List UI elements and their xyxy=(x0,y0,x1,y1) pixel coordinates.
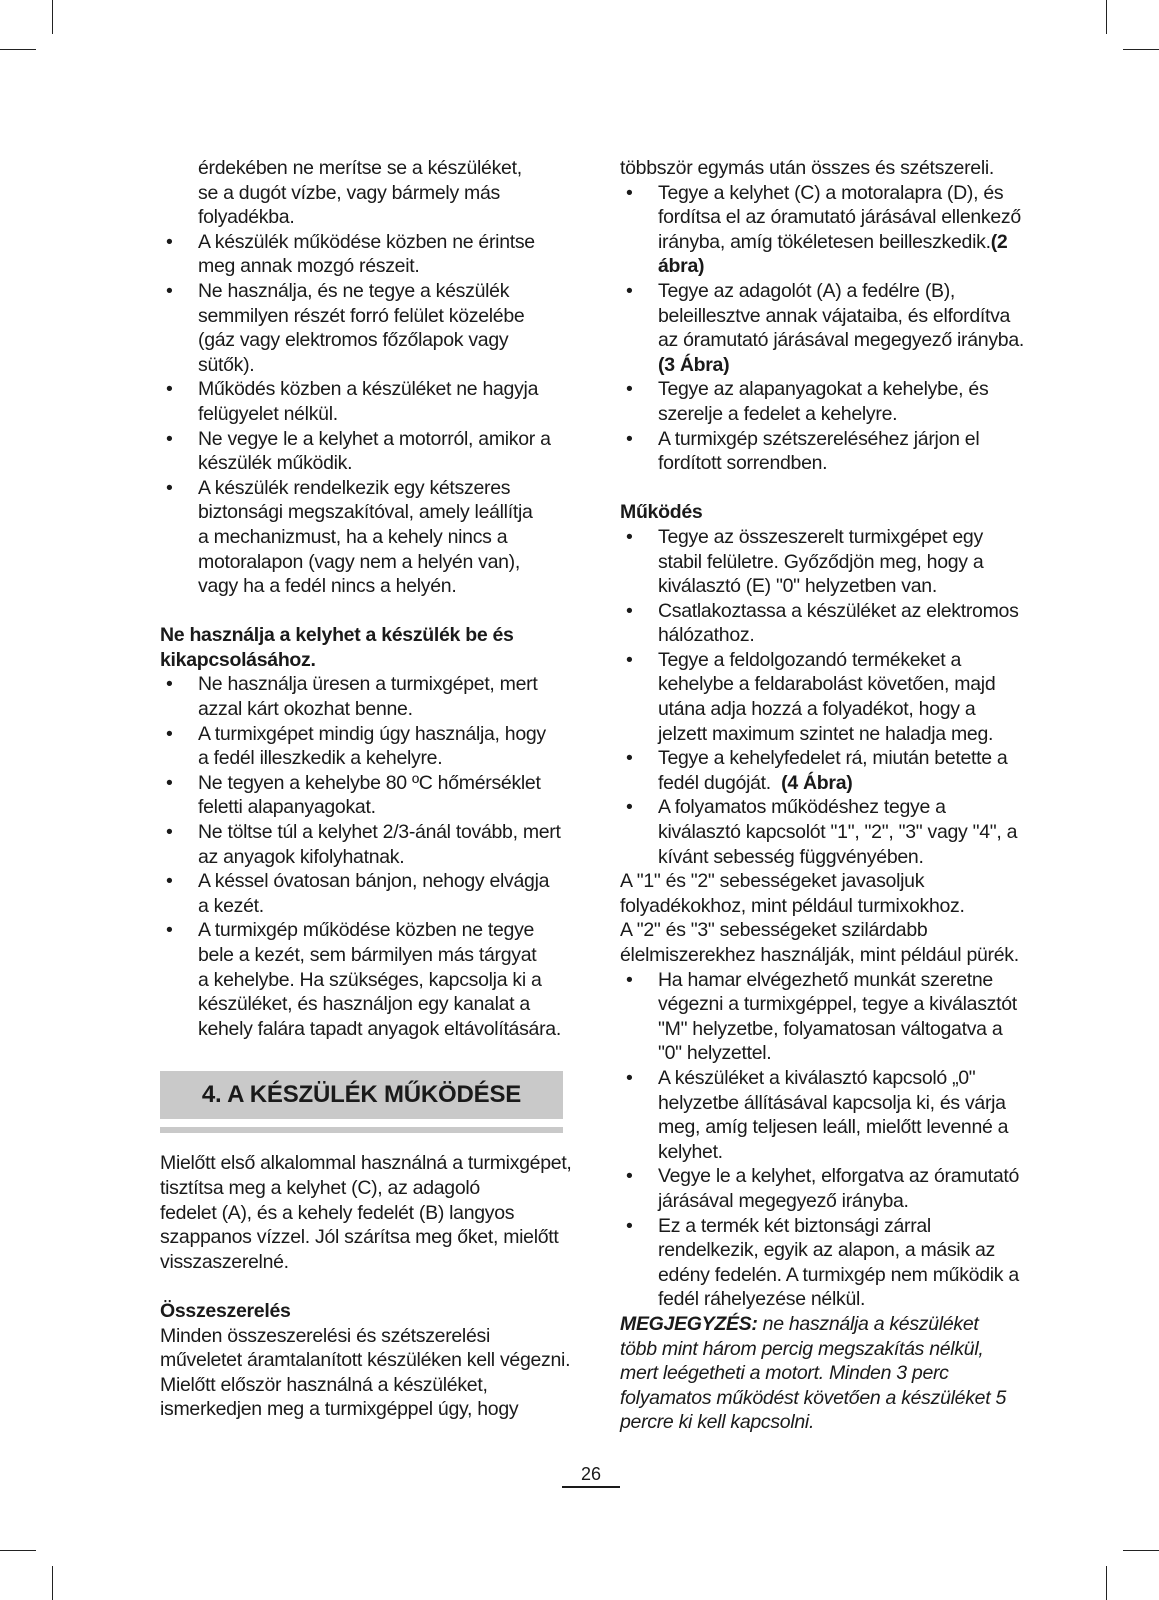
spacer xyxy=(160,1274,580,1299)
list-item: • Tegye a feldolgozandó termékeket a kehelybe a feldarabolást követően, majd utána adja hozzá a folyadékot, hogy a jelzett maximum szintet ne haladja meg. xyxy=(620,648,1035,746)
speed-notes: A "1" és "2" sebességeket javasoljuk folyadékokhoz, mint például turmixokhoz. A "2" és "3" sebességeket szilárdabb élelmiszerekhez használják, mint például pürék. xyxy=(620,870,1019,966)
list-item: • A turmixgép működése közben ne tegye bele a kezét, sem bármilyen más tárgyat a kehelybe. Ha szükséges, kapcsolja ki a készüléket, és használjon egy kanalat a kehely falára tapadt anyagok eltávolítására. xyxy=(160,918,580,1041)
right-column xyxy=(620,156,1035,1435)
list-item: • A turmixgép szétszereléséhez járjon el fordított sorrendben. xyxy=(620,427,1035,476)
list-item: • Tegye az összeszerelt turmixgépet egy stabil felületre. Győződjön meg, hogy a kiválasztó (E) "0" helyzetben van. xyxy=(620,525,1035,599)
crop-mark-top-right-horizontal xyxy=(1123,49,1159,50)
list-item: • Vegye le a kelyhet, elforgatva az óramutató járásával megegyező irányba. xyxy=(620,1164,1035,1213)
safety-bullet-list xyxy=(160,230,580,599)
jug-warning-heading: Ne használja a kelyhet a készülék be és kikapcsolásához. xyxy=(160,624,514,671)
operation-bullet-list xyxy=(620,525,1035,869)
assembly-bullet-list xyxy=(620,181,1035,476)
note-label: MEGJEGYZÉS: xyxy=(620,1312,758,1335)
spacer xyxy=(620,476,1035,501)
spacer xyxy=(160,599,580,624)
operation-heading: Működés xyxy=(620,501,703,524)
list-item: • A turmixgépet mindig úgy használja, hogy a fedél illeszkedik a kehelyre. xyxy=(160,722,580,771)
crop-mark-bottom-left-horizontal xyxy=(0,1550,36,1551)
assembly-text: Minden összeszerelési és szétszerelési műveletet áramtalanított készüléken kell végezni. Mielőtt először használná a készüléket, ismerkedjen meg a turmixgéppel úgy, hogy xyxy=(160,1324,571,1421)
section-intro: Mielőtt első alkalommal használná a turmixgépet, tisztítsa meg a kelyhet (C), az adagoló fedelet (A), és a kehely fedelét (B) langyos szappanos vízzel. Jól szárítsa meg őket, mielőtt visszaszerelné. xyxy=(160,1152,572,1273)
figure-reference: ábra) xyxy=(658,255,705,278)
assembly-continuation: többször egymás után összes és szétszereli. xyxy=(620,157,995,179)
crop-mark-top-left-vertical xyxy=(52,0,53,34)
section-title: 4. A KÉSZÜLÉK MŰKÖDÉSE xyxy=(160,1071,563,1119)
section-divider xyxy=(160,1127,563,1133)
list-item: • Tegye a kehelyfedelet rá, miután betette a fedél dugóját. (4 Ábra) xyxy=(620,746,1035,795)
list-item: • Ne vegye le a kelyhet a motorról, amikor a készülék működik. xyxy=(160,427,580,476)
crop-mark-bottom-right-vertical xyxy=(1106,1566,1107,1600)
figure-reference: (4 Ábra) xyxy=(781,771,853,794)
figure-reference: (3 Ábra) xyxy=(658,353,730,376)
list-item: • Ne használja, és ne tegye a készülék semmilyen részét forró felület közelébe (gáz vagy elektromos főzőlapok vagy sütők). xyxy=(160,279,580,377)
list-item: • Tegye az adagolót (A) a fedélre (B), beleillesztve annak vájataiba, és elfordítva az óramutató járásával megegyező irányba. (3 Ábra) xyxy=(620,279,1035,377)
list-item: • A készülék rendelkezik egy kétszeres biztonsági megszakítóval, amely leállítja a mechanizmust, ha a kehely nincs a motoralapon (vagy nem a helyén van), vagy ha a fedél nincs a helyén. xyxy=(160,476,580,599)
list-item: • A készüléket a kiválasztó kapcsoló „0" helyzetbe állításával kapcsolja ki, és várja meg, amíg teljesen leáll, mielőtt levenné a kelyhet. xyxy=(620,1066,1035,1164)
list-item: • Ne tegyen a kehelybe 80 ºC hőmérséklet feletti alapanyagokat. xyxy=(160,771,580,820)
warning-note: MEGJEGYZÉS: ne használja a készüléket több mint három percig megszakítás nélkül, mert leégetheti a motort. Minden 3 perc folyamatos működést követően a készüléket 5 percre ki kell kapcsolni. xyxy=(620,1312,1006,1434)
list-item: • Ne töltse túl a kelyhet 2/3-ánál tovább, mert az anyagok kifolyhatnak. xyxy=(160,820,580,869)
list-item: • Működés közben a készüléket ne hagyja felügyelet nélkül. xyxy=(160,377,580,426)
list-item: • Ez a termék két biztonsági zárral rendelkezik, egyik az alapon, a másik az edény fedelén. A turmixgép nem működik a fedél ráhelyezése nélkül. xyxy=(620,1214,1035,1312)
list-item: • Tegye a kelyhet (C) a motoralapra (D), és fordítsa el az óramutató járásával ellenkező irányba, amíg tökéletesen beilleszkedik.(2 ábra) xyxy=(620,181,1035,279)
list-item: • A késsel óvatosan bánjon, nehogy elvágja a kezét. xyxy=(160,869,580,918)
list-item: • Ha hamar elvégezhető munkát szeretne végezni a turmixgéppel, tegye a kiválasztót "M" helyzetbe, folyamatosan váltogatva a "0" helyzettel. xyxy=(620,968,1035,1066)
crop-mark-bottom-right-horizontal xyxy=(1123,1550,1159,1551)
crop-mark-bottom-left-vertical xyxy=(52,1566,53,1600)
crop-mark-top-left-horizontal xyxy=(0,49,36,50)
jug-bullet-list xyxy=(160,672,580,1041)
list-item: • Csatlakoztassa a készüléket az elektromos hálózathoz. xyxy=(620,599,1035,648)
left-column xyxy=(160,156,580,1422)
crop-mark-top-right-vertical xyxy=(1106,0,1107,34)
section-heading xyxy=(160,1071,563,1133)
assembly-heading: Összeszerelés xyxy=(160,1299,291,1322)
list-item: • A készülék működése közben ne érintse meg annak mozgó részeit. xyxy=(160,230,580,279)
page-number: 26 xyxy=(562,1464,620,1488)
list-item: • Tegye az alapanyagokat a kehelybe, és szerelje a fedelet a kehelyre. xyxy=(620,377,1035,426)
figure-reference: (2 xyxy=(990,230,1008,253)
intro-continuation: érdekében ne merítse se a készüléket, se a dugót vízbe, vagy bármely más folyadékba. xyxy=(198,157,522,229)
list-item: • A folyamatos működéshez tegye a kiválasztó kapcsolót "1", "2", "3" vagy "4", a kívánt sebesség függvényében. xyxy=(620,795,1035,869)
list-item: • Ne használja üresen a turmixgépet, mert azzal kárt okozhat benne. xyxy=(160,672,580,721)
final-bullet-list xyxy=(620,968,1035,1312)
